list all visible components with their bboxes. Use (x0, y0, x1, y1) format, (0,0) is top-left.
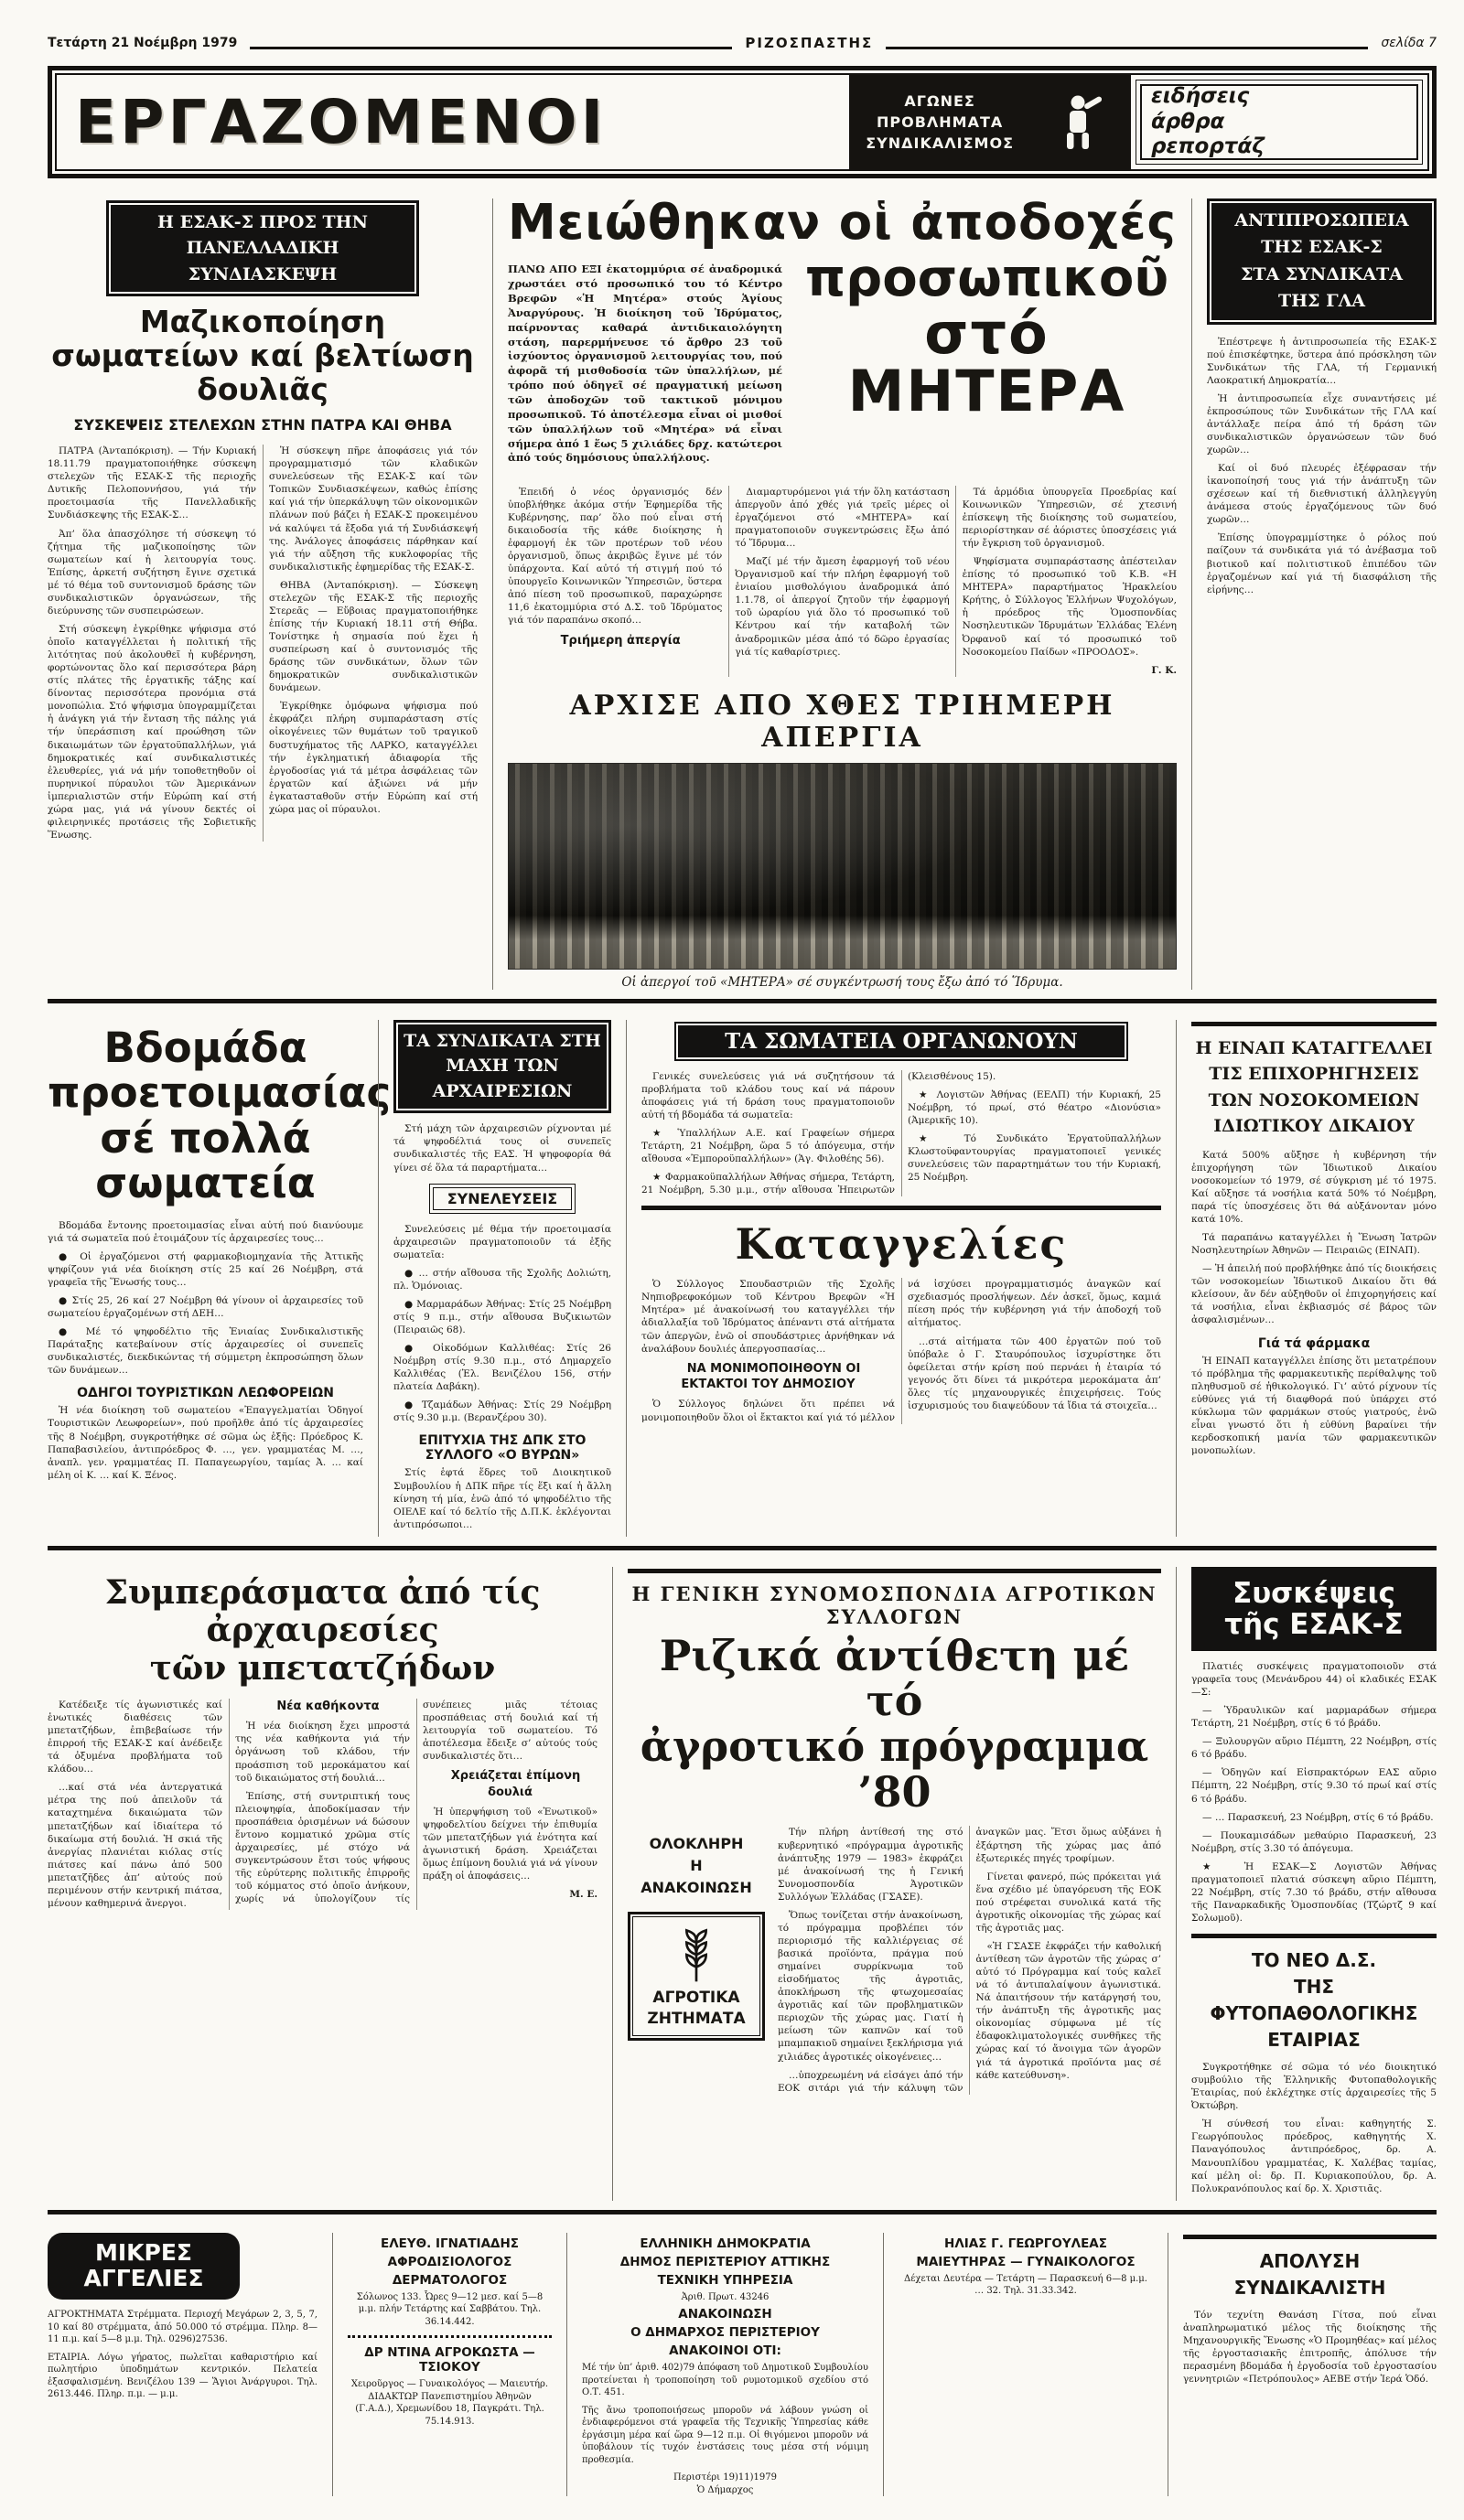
topic-provlimata: ΠΡΟΒΛΗΜΑΤΑ (876, 113, 1004, 131)
agrotiko-kicker: Η ΓΕΝΙΚΗ ΣΥΝΟΜΟΣΠΟΝΔΙΑ ΑΓΡΟΤΙΚΩΝ ΣΥΛΛΟΓΩΝ (631, 1582, 1157, 1628)
phyto-paragraph: Συγκροτήθηκε σέ σῶμα τό νέο διοικητικό συμβούλιο τῆς Ἑλληνικῆς Φυτοπαθολογικῆς Ἑταιρίας, πού ἐκλέχτηκε στίς ἀρχαιρεσίες τῆς 5 Ὀκτώβρη. (1191, 2062, 1437, 2112)
agrotiko-rule (628, 1569, 1161, 1573)
syndikata-kicker-box (393, 1020, 611, 1114)
ektaktoi-paragraph: Ὁ Σύλλογος δηλώνει ὅτι πρέπει νά μονιμοποιηθοῦν ὅλοι οἱ ἔκτακτοι καί γιά τό μέλλον νά ἰσχύσει προγραμματισμός ἀναγκῶν καί σχεδιασμός προσλήψεων. Δέν ἀσκεῖ, ὅμως, καμιά πίεση πρός τήν κυβέρνηση γιά τήν ἀποδοχή τοῦ αἰτήματος. (641, 1279, 1161, 1423)
mitera-paragraph: Ἐπειδή ὁ νέος ὀργανισμός δέν ὑποβλήθηκε ἀκόμα στήν Ἐφημερίδα τῆς Κυβέρνησης, παρ’ ὅλο πού εἶναι στή δικαιοδοσία τῆς κάθε διοίκησης ἡ ἐφαρμογή ἐκ τῶν προτέρων τοῦ νέου ὀργανισμοῦ, ὅπως ἀκριβῶς ἔγινε μέ τόν ὑπάρχοντα. Καί αὐτό τή στιγμή πού τό ὑπουργεῖο Κοινωνικῶν Ὑπηρεσιῶν, ὕστερα ἀπό πίεση τοῦ προσωπικοῦ, παραχώρησε 11,6 ἑκατομμύρια στό Δ.Σ. τοῦ Ἱδρύματος γιά τόν παραπάνω σκοπό… (508, 486, 723, 627)
agrotiko-headline (628, 1630, 1161, 1817)
subtopic-eidiseis: ειδήσεις (1151, 84, 1250, 108)
pharma-paragraph: Ἡ ΕΙΝΑΠ καταγγέλλει ἐπίσης ὅτι μετατρέπουν τό πρόβλημα τῆς φαρμακευτικῆς περίθαλψης τοῦ πληθυσμοῦ σέ ἠθικολογικό. Γι’ αὐτό ρίχνουν τίς εὐθύνες γιά τή διαφθορά πού ὑπάρχει στό κύκλωμα τῶν φαρμάκων στούς γιατρούς, ἐνῶ εἶναι γνωστό ὅτι ἡ εὐθύνη βαραίνει τήν κερδοσκοπική μανία τῶν φαρμακευτικῶν μονοπωλίων. (1191, 1355, 1437, 1456)
esak-kicker-line1: Η ΕΣΑΚ-Σ ΠΡΟΣ ΤΗΝ (157, 211, 368, 232)
apolysi-body (1183, 2309, 1437, 2386)
betatzides-paragraph: Ἡ ὑπερψήφιση τοῦ «Ἑνωτικοῦ» ψηφοδελτίου δείχνει τήν ἐπιθυμία τῶν μπετατζήδων γιά ἑνότητα καί ἀγωνιστική δράση. Χρειάζεται ὅμως ἐπίμονη δουλιά γιά νά γίνουν πράξη οἱ ἀποφάσεις… (423, 1807, 597, 1882)
betatzides-paragraph: Ἐπίσης, στή συντριπτική τους πλειοψηφία, ἀποδοκίμασαν τήν προσπάθεια ὁρισμένων νά δώσουν ἔντονο κομματικό χρῶμα στίς ἀρχαιρεσίες, μέ στόχο νά συγκεντρώσουν ἔτσι τούς ψήφους τῆς εὐρύτερης πολιτικῆς ἐπιρροῆς τοῦ κόμματος στό ὁποῖο ἀνήκουν, χωρίς νά ὑπολογίζουν τίς συνέπειες μιᾶς τέτοιας προσπάθειας στή δουλιά καί τή λειτουργία τοῦ σωματείου. Τό ἀποτέλεσμα ἔδειξε σ’ αὐτούς τούς συνδικαλιστές ὅτι… (235, 1699, 597, 1905)
mitera-paragraph: Ψηφίσματα συμπαράστασης ἀπέστειλαν ἐπίσης τό προσωπικό τοῦ Κ.Β. «Η ΜΗΤΕΡΑ» παραρτήματος Ἡρακλείου Κρήτης, ὁ Σύλλογος Ἑλλήνων Ψυχολόγων, ἡ πρόεδρος τῆς Ὁμοσπονδίας Νοσηλευτικῶν Ἱδρυμάτων Ἑλλάδας Ἑλένη Ὀρφανοῦ καί τό προσωπικό τοῦ Νοσοκομείου Παίδων «ΠΡΟΟΔΟΣ». (962, 556, 1177, 658)
dimos-line: Ο ΔΗΜΑΡΧΟΣ ΠΕΡΙΣΤΕΡΙΟΥ (630, 2325, 820, 2341)
agrotiko-headline-line2: ἀγροτικό πρόγραμμα ’80 (640, 1721, 1149, 1817)
gla-paragraph: Ἐπέστρεψε ἡ ἀντιπροσωπεία τῆς ΕΣΑΚ-Σ πού ἐπισκέφτηκε, ὕστερα ἀπό πρόσκληση τῶν Συνδικάτων τῆς ΓΛΑ, τή Γερμανική Λαοκρατική Δημοκρατία… (1207, 336, 1437, 386)
section-divider (48, 1546, 1437, 1550)
esak-paragraph: Ἐγκρίθηκε ὁμόφωνα ψήφισμα πού ἐκφράζει πλήρη συμπαράσταση στίς οἰκογένειες τῶν θυμάτων τοῦ τραγικοῦ δυστυχήματος τῆς ΛΑΡΚΟ, καταγγέλλει τήν ἐγκληματική ἀδιαφορία τῆς ἐργοδοσίας γιά τά μέτρα ἀσφάλειας τῶν ἐργατῶν καί ἀξιώνει νά μήν ἐγκατασταθοῦν στήν Εὐρώπη καί στή χώρα μας οἱ πύραυλοι. (269, 701, 478, 815)
esak-subhead: ΣΥΣΚΕΨΕΙΣ ΣΤΕΛΕΧΩΝ ΣΤΗΝ ΠΑΤΡΑ ΚΑΙ ΘΗΒΑ (73, 416, 452, 434)
classified-item: ΕΤΑΙΡΙΑ. Λόγω γήρατος, πωλεῖται καθαριστήριο καί πωλητήριο ὑποδημάτων κεντρικόν. Πελατεία ἐξασφαλισμένη. Βενιζέλου 139 — Ἅγιοι Ἀνάργυροι. Τηλ. 2613.446. Πληρ. π.μ. — μ.μ. (48, 2352, 318, 2400)
esak-kicker-box (106, 200, 419, 297)
announce-line: Η (690, 1857, 703, 1875)
agrotiko-paragraph: Γίνεται φανερό, πώς πρόκειται γιά ἕνα σχέδιο μέ ὑπαγόρευση τῆς ΕΟΚ πού στρέφεται συνολικά κατά τῆς ἀγροτικῆς οἰκονομίας τῆς χώρας καί τῆς ἀγροτιᾶς μας. (975, 1871, 1161, 1934)
mitera-body (508, 486, 1177, 677)
agrotika-zitimata-box (628, 1912, 765, 2040)
ntina-ad-name: ΔΡ ΝΤΙΝΑ ΑΓΡΟΚΩΣΤΑ — ΤΣΙΟΚΟΥ (364, 2345, 535, 2375)
ignatiadis-ad-name: ΕΛΕΥΘ. ΙΓΝΑΤΙΑΔΗΣ (381, 2236, 519, 2251)
syskepseis-item: — … Παρασκευή, 23 Νοέμβρη, στίς 6 τό βράδυ. (1202, 1811, 1434, 1823)
vdomada-headline: Βδομάδα προετοιμασίας σέ πολλά σωματεία (48, 1023, 392, 1208)
betatzides-headline (48, 1574, 597, 1688)
section-divider (48, 2210, 1437, 2214)
worker-icon (1048, 89, 1114, 155)
vdomada-paragraph: ● Οἱ ἐργαζόμενοι στή φαρμακοβιομηχανία τῆς Ἀττικῆς ψηφίζουν γιά νέα διοίκηση στίς 25 καί 26 Νοέμβρη, στά γραφεῖα τῆς Ἕνωσής τους… (48, 1250, 363, 1288)
syskepseis-intro: Πλατιές συσκέψεις πραγματοποιοῦν στά γραφεῖα τους (Μενάνδρου 44) οἱ κλαδικές ΕΣΑΚ—Σ: (1191, 1660, 1437, 1699)
georgouleas-ad (883, 2233, 1153, 2497)
pharma-body (1191, 1355, 1437, 1458)
betatzides-paragraph: Ἡ νέα διοίκηση ἔχει μπροστά της νέα καθήκοντα γιά τήν ὀργάνωση τοῦ κλάδου, τήν προάσπιση τοῦ μεροκάματου καί τοῦ δικαιώματος στή δουλιά… (235, 1721, 410, 1784)
esak-paragraph: Στή σύσκεψη ἐγκρίθηκε ψήφισμα στό ὁποῖο καταγγέλλεται ἡ πολιτική τῆς λιτότητας πού ἀκολουθεῖ ἡ κυβέρνηση, φορτώνοντας ὅλο καί περισσότερα βάρη στίς πλάτες τῆς ἐργατικῆς τάξης καί δίνοντας περισσότερα προνόμια στά μονοπώλια. Στό ψήφισμα ὑπογραμμίζεται ἡ ἀνάγκη γιά τήν ἔνταση τῆς πάλης γιά τήν ὑπεράσπιση καί προώθηση τῶν δικαιωμάτων τῶν ἐργατοϋπαλλήλων, γιά δημοκρατικές καί συνδικαλιστικές ἐλευθερίες, γιά νά μήν τοποθετηθοῦν οἱ πυρηνικοί πύραυλοι τῶν Ἀμερικάνων ἰμπεριαλιστῶν στήν Εὐρώπη καί στή χώρα μας, γιά νά γίνουν δεκτές οἱ φιλειρηνικές προτάσεις τῆς Σοβιετικῆς Ἕνωσης. (48, 623, 256, 841)
phyto-head-line: ΤΗΣ ΦΥΤΟΠΑΘΟΛΟΓΙΚΗΣ (1210, 1976, 1418, 2025)
betatzides-headline-line1: Συμπεράσματα ἀπό τίς ἀρχαιρεσίες (104, 1572, 541, 1650)
agrotiko-headline-line1: Ριζικά ἀντίθετη μέ τό (659, 1630, 1130, 1726)
kataggelies-paragraph: Ὁ Σύλλογος Σπουδαστριῶν τῆς Σχολῆς Νηπιοβρεφοκόμων τοῦ Κέντρου Βρεφῶν «Ἡ Μητέρα» μέ ἀνακοίνωσή του καταγγέλλει τήν ἀδιαλλαξία τοῦ Ἱδρύματος ἀπέναντι στά αἰτήματα τῶν ἀπεργῶν, ἐνῶ οἱ σπουδάστριες ἀρνήθηκαν νά ἀναλάβουν δουλιές ἀπεργοσπασίας… (641, 1279, 895, 1355)
classified-item: ΑΓΡΟΚΤΗΜΑΤΑ Στρέμματα. Περιοχή Μεγάρων 2, 3, 5, 7, 10 καί 80 στρέμματα, ἀπό 50.000 τό στρέμμα. Πληρ. 8—11 π.μ. καί 5—8 μ.μ. Τηλ. 0296)27536. (48, 2310, 318, 2345)
mitera-headline-big (797, 248, 1177, 477)
issue-date: Τετάρτη 21 Νοέμβρη 1979 (48, 36, 238, 50)
article-gla-delegation (1191, 198, 1437, 990)
classifieds-column (48, 2233, 318, 2497)
einap-paragraph: — Ἡ ἀπειλή πού προβλήθηκε ἀπό τίς διοικήσεις τῶν νοσοκομείων Ἰδιωτικοῦ Δικαίου ὅτι θά κλείσουν, ἄν δέν αὐξηθοῦν οἱ ἐπιχορηγήσεις καί τά νοσήλια, εἶναι ἐκβιασμός σέ βάρος τῶν ἀσφαλισμένων… (1191, 1263, 1437, 1326)
mitera-subhead: Τριήμερη ἀπεργία (560, 633, 681, 648)
agrotiko-body (778, 1826, 1161, 2094)
apolysi-paragraph: Τόν τεχνίτη Θανάση Γίτσα, πού εἶναι ἀναπληρωματικό μέλος τῆς διοίκησης τῆς Μηχανουργικῆς Ἕνωσης «Ὁ Προμηθέας» καί μέλος τῆς ἐργοστασιακῆς ἐπιτροπῆς, ἀπόλυσε τήν περασμένη βδομάδα ἡ ἐργοδοσία τοῦ ἐργοστασίου γεννητριῶν «Πετρόπουλος» ΑΕΒΕ στήν Ἱερά Ὁδό. (1183, 2309, 1437, 2386)
gla-kicker-box (1207, 198, 1437, 325)
mitera-paragraph: Τά ἁρμόδια ὑπουργεῖα Προεδρίας καί Κοινωνικῶν Ὑπηρεσιῶν, σέ χτεσινή ἐπίσκεψη τῆς διοίκησης τοῦ σωματείου, περιορίστηκαν σέ ἀόριστες ὑποσχέσεις γιά τήν ἔγκριση τοῦ ὀργανισμοῦ. (962, 486, 1177, 550)
gla-paragraph: Ἐπίσης ὑπογραμμίστηκε ὁ ρόλος πού παίζουν τά συνδικάτα γιά τό ἀνέβασμα τοῦ βιοτικοῦ καί πολιτιστικοῦ ἐπιπέδου τῶν ἐργαζομένων καί γιά τή διασφάλιση τῆς εἰρήνης… (1207, 532, 1437, 595)
vdomada-body (48, 1219, 363, 1378)
dimos-line: ΑΝΑΚΟΙΝΩΣΗ (678, 2307, 772, 2322)
syskepseis-box (1191, 1567, 1437, 1651)
gla-box-line: ΣΤΑ ΣΥΝΔΙΚΑΤΑ (1240, 263, 1404, 284)
ektaktoi-subhead: ΝΑ ΜΟΝΙΜΟΠΟΙΗΘΟΥΝ ΟΙ ΕΚΤΑΚΤΟΙ ΤΟΥ ΔΗΜΟΣΙΟΥ (681, 1361, 861, 1392)
einap-paragraph: Τά παραπάνω καταγγέλλει ἡ Ἕνωση Ἰατρῶν Νοσηλευτηρίων Ἀθηνῶν — Πειραιῶς (ΕΙΝΑΠ). (1191, 1232, 1437, 1257)
apolysi-headline (1183, 2248, 1437, 2301)
einap-head-line: Η ΕΙΝΑΠ ΚΑΤΑΓΓΕΛΛΕΙ (1195, 1037, 1433, 1058)
betatzides-body (48, 1699, 597, 1910)
syndikata-paragraph: Στή μάχη τῶν ἀρχαιρεσιῶν ρίχνονται μέ τά ψηφοδέλτιά τους οἱ συνεπεῖς συνδικαλιστές τῆς ΕΑΣ. Ἡ ψηφοφορία θά γίνει σέ ὅλα τά παραρτήματα… (393, 1123, 611, 1174)
masthead: ΡΙΖΟΣΠΑΣΤΗΣ (745, 35, 874, 51)
phyto-head-line: ΕΤΑΙΡΙΑΣ (1267, 2029, 1361, 2052)
synelefseis-item: ● Οἰκοδόμων Καλλιθέας: Στίς 26 Νοέμβρη στίς 9.30 π.μ., στό Δημαρχεῖο Καλλιθέας (Ἐλ. Βενιζέλου 156, στήν πλατεία Δαβάκη). (393, 1343, 611, 1393)
einap-paragraph: Κατά 500% αὔξησε ἡ κυβέρνηση τήν ἐπιχορήγηση τῶν Ἰδιωτικοῦ Δικαίου νοσοκομείων τό 1979, σέ σύγκριση μέ τό 1975. Καί αὔξησε τά νοσήλια κατά 50% τό Νοέμβρη, παρά τίς ὑποσχέσεις ὅτι θά αὐξάνονταν μόνο κατά 10%. (1191, 1149, 1437, 1225)
somateia-banner: ΤΑ ΣΩΜΑΤΕΙΑ ΟΡΓΑΝΩΝΟΥΝ (674, 1022, 1128, 1061)
mikres-line2: ΑΓΓΕΛΙΕΣ (83, 2265, 204, 2292)
einap-body (1191, 1149, 1437, 1327)
georgouleas-name: ΗΛΙΑΣ Γ. ΓΕΩΡΓΟΥΛΕΑΣ (944, 2236, 1107, 2251)
dpk-body (393, 1466, 611, 1530)
page-number: σελίδα 7 (1381, 36, 1437, 50)
esak-body (48, 445, 478, 842)
agrotiko-left-rail (628, 1826, 765, 2094)
mitera-paragraph: Μαζί μέ τήν ἄμεση ἐφαρμογή τοῦ νέου Ὀργανισμοῦ καί τήν πλήρη ἐφαρμογή τοῦ ἑνιαίου μισθολόγιου ἀναδρομικά ἀπό 1.1.78, οἱ ἀπεργοί ζητοῦν τήν ἐφαρμογή τοῦ ὡραρίου γιά ὅλο τό προσωπικό τοῦ Κέντρου καί τήν καταβολή τῶν ἀναδρομικῶν μέσα ἀπό τό δῶρο ἐργασίας γιά τίς καθαρίστριες. (735, 556, 950, 658)
right-rail-lower (1176, 1567, 1437, 2201)
somateia-body (641, 1070, 1161, 1197)
vdomada-paragraph: ● Μέ τό ψηφοδέλτιο τῆς Ἑνιαίας Συνδικαλιστικῆς Παράταξης κατεβαίνουν στίς ἀρχαιρεσίες οἱ συνεπεῖς συνδικαλιστές, διεκδικώντας τή σύμμετρη ἐκπροσώπηση ὅλων τῶν δυνάμεων… (48, 1326, 363, 1377)
einap-headline (1191, 1035, 1437, 1140)
dpk-subhead: ΕΠΙΤΥΧΙΑ ΤΗΣ ΔΠΚ ΣΤΟ ΣΥΛΛΟΓΟ «Ο ΒΥΡΩΝ» (418, 1433, 587, 1464)
pharma-subhead: Γιά τά φάρμακα (1257, 1335, 1371, 1351)
somateia-intro: Γενικές συνελεύσεις γιά νά συζητήσουν τά προβλήματα τοῦ κλάδου τους καί νά πάρουν ἀποφάσεις γιά τή δράση τους πραγματοποιοῦν αὐτή τή βδομάδα τά σωματεῖα: (641, 1070, 895, 1121)
header-rule-right (886, 47, 1368, 49)
worker-illustration (1030, 75, 1131, 169)
somateia-item: ★ Φαρμακοϋπαλλήλων Ἀθήνας σήμερα, Τετάρτη, 21 Νοέμβρη, 5.30 μ.μ., στήν αἴθουσα Ἠπειρωτῶν (Κλεισθένους 15). (641, 1070, 996, 1196)
ntina-ad-info: Χειροῦργος — Γυναικολόγος — Μαιευτήρ. ΔΙΔΑΚΤΩΡ Πανεπιστημίου Ἀθηνῶν (Γ.Α.Δ.), Χρεμωνίδου 18, Παγκράτι. Τηλ. 75.14.913. (350, 2379, 549, 2427)
header-rule-left (250, 47, 732, 49)
synelefseis-body (393, 1223, 611, 1425)
apolysi-head-line1: ΑΠΟΛΥΣΗ (1259, 2249, 1361, 2272)
article-somateia-kataggelies (626, 1020, 1161, 1537)
apolysi-head-line2: ΣΥΝΔΙΚΑΛΙΣΤΗ (1233, 2276, 1386, 2299)
somateia-item: ★ Τό Συνδικάτο Ἐργατοϋπαλλήλων Κλωστοϋφαντουργίας πραγματοποιεῖ γενικές συνελεύσεις τῶν παραρτημάτων του τήν Κυριακή, 25 Νοέμβρη. (908, 1132, 1161, 1184)
section-subtopics (1136, 80, 1423, 165)
gla-body (1207, 336, 1437, 596)
mitera-paragraph: Διαμαρτυρόμενοι γιά τήν ὅλη κατάσταση ἀπεργοῦν ἀπό χθές γιά τρεῖς μέρες οἱ ἐργαζόμενοι στό «ΜΗΤΕΡΑ» καί πραγματοποιοῦν συγκεντρώσεις ἔξω ἀπό τό Ἵδρυμα… (735, 486, 950, 550)
article-apolysi (1168, 2233, 1437, 2497)
esak-kicker-line2: ΠΑΝΕΛΛΑΔΙΚΗ ΣΥΝΔΙΑΣΚΕΨΗ (186, 238, 339, 284)
dimos-paragraph: Τῆς ἄνω τροποποιήσεως μποροῦν νά λάβουν γνώση οἱ ἐνδιαφερόμενοι στά γραφεῖα τῆς Τεχνικῆς Ὑπηρεσίας κάθε ἐργάσιμη μέρα καί ὥρα 9—12 π.μ. Οἱ θιγόμενοι μποροῦν νά ὑποβάλουν τίς τυχόν ἐνστάσεις τους μέσα στή νόμιμη προθεσμία. (582, 2405, 868, 2465)
mitera-byline: Γ. Κ. (1151, 664, 1177, 676)
syskepseis-box-line2: τῆς ΕΣΑΚ-Σ (1224, 1607, 1404, 1641)
gla-box-line: ΑΝΤΙΠΡΟΣΩΠΕΙΑ (1234, 209, 1409, 231)
mitera-headline-top: Μειώθηκαν οἱ ἀποδοχές (508, 194, 1177, 251)
synelefseis-item: ● Μαρμαράδων Ἀθήνας: Στίς 25 Νοέμβρη στίς 9 π.μ., στήν αἴθουσα Βυζικιωτῶν (Πειραιῶς 68). (393, 1298, 611, 1336)
mikres-aggelies-badge (48, 2233, 240, 2300)
article-archairesies (378, 1020, 611, 1537)
mitera-headline-mid: προσωπικοῦ (804, 248, 1169, 308)
synelefseis-label: ΣΥΝΕΛΕΥΣΕΙΣ (429, 1184, 576, 1214)
page-header (48, 35, 1437, 51)
einap-rule (1191, 1022, 1437, 1026)
article-agrotiko (612, 1567, 1161, 2201)
kataggelies-paragraph: …στά αἰτήματα τῶν 400 ἐργατῶν πού τοῦ ὑπόβαλε ὁ Γ. Σταυρόπουλος ἰσχυρίστηκε ὅτι ὀφείλεται στήν κρίση πού περνάει ἡ ἑταιρία τό γεγονός ὅτι δίνει τά μικρότερα μεροκάματα ἀπ’ ὅλες τίς μηχανουργικές ἐπιχειρήσεις. Τούς ἰσχυρισμούς του διαψεύδουν τά ἴδια τά στοιχεῖα… (908, 1335, 1161, 1411)
dimos-line: ΕΛΛΗΝΙΚΗ ΔΗΜΟΚΡΑΤΙΑ (640, 2236, 811, 2251)
announce-line: ΑΝΑΚΟΙΝΩΣΗ (640, 1879, 752, 1897)
betatzides-subhead2: Χρειάζεται ἐπίμονη δουλιά (450, 1769, 581, 1799)
syskepseis-item: — Ὁδηγῶν καί Εἰσπρακτόρων ΕΑΣ αὔριο Πέμπτη, 22 Νοέμβρη, στίς 9.30 τό πρωί καί στίς 6 τό βράδυ. (1191, 1767, 1437, 1805)
syskepseis-item: — Πουκαμισάδων μεθαύριο Παρασκευή, 23 Νοέμβρη, στίς 3.30 τό ἀπόγευμα. (1191, 1829, 1437, 1854)
section-topics (849, 75, 1030, 169)
agrotika-label-line1: ΑΓΡΟΤΙΚΑ (652, 1989, 740, 2008)
section-title: ΕΡΓΑΖΟΜΕΝΟΙ (75, 86, 608, 157)
syndikata-box-line2: ΜΑΧΗ ΤΩΝ ΑΡΧΑΙΡΕΣΙΩΝ (432, 1056, 573, 1101)
esak-headline: Μαζικοποίηση σωματείων καί βελτίωση δουλιᾶς (51, 304, 474, 408)
synelefseis-item: ● Τζαμάδων Ἀθήνας: Στίς 29 Νοέμβρη στίς 9.30 μ.μ. (Βερανζέρου 30). (393, 1399, 611, 1424)
georgouleas-spec: ΜΑΙΕΥΤΗΡΑΣ — ΓΥΝΑΙΚΟΛΟΓΟΣ (916, 2254, 1136, 2269)
betatzides-subhead1: Νέα καθήκοντα (276, 1699, 380, 1713)
gla-paragraph: Καί οἱ δυό πλευρές ἐξέφρασαν τήν ἱκανοποίησή τους γιά τήν ἀνάπτυξη τῶν σχέσεων καί τή διεθνιστική ἀλληλεγγύη ἀνάμεσα στούς ἐργαζόμενους τῶν δυό χωρῶν… (1207, 463, 1437, 526)
synelefseis-item: ● … στήν αἴθουσα τῆς Σχολῆς Δολιώτη, πλ. Ὁμόνοιας. (393, 1267, 611, 1292)
betatzides-byline: Μ. Ε. (569, 1889, 597, 1901)
esak-paragraph: Ἀπ’ ὅλα ἀπασχόλησε τή σύσκεψη τό ζήτημα τῆς μαζικοποίησης τῶν σωματείων καί ἡ λειτουργία τους. Ἐπίσης, ἀρκετή συζήτηση ἔγινε σχετικά μέ τό θέμα τοῦ συντονισμοῦ δράσης τῶν συνδικαλιστικῶν ὀργανώσεων, τῆς διεύρυνσης τῶν συσπειρώσεων. (48, 528, 256, 617)
vdomada-paragraph: ● Στίς 25, 26 καί 27 Νοέμβρη θά γίνουν οἱ ἀρχαιρεσίες τοῦ σωματείου ἐργαζομένων στή ΔΕΗ… (48, 1295, 363, 1320)
esak-paragraph: ΠΑΤΡΑ (Ἀνταπόκριση). — Τήν Κυριακή 18.11.79 πραγματοποιήθηκε σύσκεψη στελεχῶν τῆς ΕΣΑΚ-Σ τῆς περιοχῆς Δυτικῆς Πελοποννήσου, γιά τήν προετοιμασία τῆς Πανελλαδικῆς Συνδιάσκεψης τῆς ΕΣΑΚ-Σ… (48, 445, 256, 521)
phyto-head-line: ΤΟ ΝΕΟ Δ.Σ. (1251, 1949, 1377, 1972)
topic-syndikalismos: ΣΥΝΔΙΚΑΛΙΣΜΟΣ (866, 134, 1014, 152)
syndikata-body (393, 1122, 611, 1174)
gla-paragraph: Ἡ ἀντιπροσωπεία εἶχε συναντήσεις μέ ἐκπροσώπους τῶν Συνδικάτων τῆς ΓΛΑ καί ἀντάλλαξε πείρα ἀπό τή δράση τῶν συνδικαλιστικῶν ὀργανώσεων τῶν δυό χωρῶν… (1207, 392, 1437, 456)
kataggelies-rule (641, 1206, 1161, 1210)
ignatiadis-ad-info: Σόλωνος 133. Ὧρες 9—12 μεσ. καί 5—8 μ.μ. πλήν Τετάρτης καί Σαββάτου. Τηλ. 36.14.442. (356, 2291, 544, 2327)
einap-head-line: ΤΙΣ ΕΠΙΧΟΡΗΓΗΣΕΙΣ (1209, 1064, 1419, 1085)
mikres-line1: ΜΙΚΡΕΣ (94, 2238, 193, 2266)
synelefseis-intro: Συνελεύσεις μέ θέμα τήν προετοιμασία ἀρχαιρεσιῶν πραγματοποιοῦν τά ἑξῆς σωματεῖα: (393, 1223, 611, 1260)
article-betatzides (48, 1567, 597, 2201)
municipality-notice (566, 2233, 868, 2497)
georgouleas-info1: Δέχεται Δευτέρα — Τετάρτη — Παρασκευή 6—8 μ.μ. (904, 2273, 1147, 2284)
syskepseis-box-line1: Συσκέψεις (1233, 1576, 1395, 1610)
ad-separator (348, 2335, 552, 2338)
apolysi-rule (1183, 2235, 1437, 2239)
syskepseis-item: ★ Ἡ ΕΣΑΚ—Σ Λογιστῶν Ἀθήνας πραγματοποιεῖ πλατιά σύσκεψη αὔριο Πέμπτη, 22 Νοέμβρη, στίς 7.30 τό βράδυ, στήν αἴθουσα τῆς Παναρκαδικῆς Ὁμοσπονδίας (Τζώρτζ 9 καί Σολωμοῦ). (1191, 1861, 1437, 1925)
betatzides-headline-line2: τῶν μπετατζήδων (149, 1648, 496, 1688)
ignatiadis-ad-spec2: ΔΕΡΜΑΤΟΛΟΓΟΣ (392, 2272, 508, 2288)
gla-box-line: ΤΗΣ ΓΛΑ (1277, 291, 1366, 312)
section-banner (48, 66, 1437, 178)
betatzides-paragraph: …καί στά νέα ἀντεργατικά μέτρα της πού ἀπειλοῦν τά καταχτημένα δικαιώματα τῶν μπετατζήδων καί ἰδιαίτερα τό δικαίωμα στή δουλιά. Ἡ σκιά τῆς ἀνεργίας πλανιέται κιόλας στίς πιάτσες καί πάνω ἀπό 500 μπετατζῆδες ἀπ’ αὐτούς πού περιμένουν στήν κεντρική πιάτσα, μένουν καθημερινά ἄνεργοι. (48, 1782, 222, 1909)
syskepseis-item: — Ὑδραυλικῶν καί μαρμαράδων σήμερα Τετάρτη, 21 Νοέμβρη, στίς 6 τό βράδυ. (1191, 1705, 1437, 1730)
dimos-line: ΔΗΜΟΣ ΠΕΡΙΣΤΕΡΙΟΥ ΑΤΤΙΚΗΣ (619, 2254, 831, 2269)
phyto-rule (1191, 1934, 1437, 1938)
agrotiko-paragraph: …ὑποχρεωμένη νά εἰσάγει ἀπό τήν ΕΟΚ σιτάρι γιά τήν κάλυψη τῶν ἀναγκῶν μας. Ἔτσι ὅμως αὐξάνει ἡ ἐξάρτηση τῆς χώρας μας ἀπό ἐξωτερικές πηγές τροφίμων. (778, 1827, 1161, 2094)
agrotiko-paragraph: Τήν πλήρη ἀντίθεσή της στό κυβερνητικό «πρόγραμμα ἀγροτικῆς ἀνάπτυξης 1979 — 1983» ἐκφράζει μέ ἀνακοίνωσή της ἡ Γενική Συνομοσπονδία Ἀγροτικῶν Συλλόγων Ἑλλάδας (ΓΣΑΣΕ). (778, 1827, 963, 1903)
esak-paragraph: ΘΗΒΑ (Ἀνταπόκριση). — Σύσκεψη στελεχῶν τῆς ΕΣΑΚ-Σ τῆς περιοχῆς Στερεᾶς — Εὔβοιας πραγματοποιήθηκε ἐπίσης τήν Κυριακή 18.11 στή Θήβα. Τονίστηκε ἡ σημασία πού ἔχει ἡ συσπείρωση καί ὁ συντονισμός τῆς δράσης τῶν συνδικάτων, ὅλων τῶν δημοκρατικῶν συνδικαλιστικῶν δυνάμεων. (269, 579, 478, 694)
dimos-line: ΤΕΧΝΙΚΗ ΥΠΗΡΕΣΙΑ (657, 2272, 793, 2288)
dimos-signature: Ὁ Δήμαρχος (696, 2484, 754, 2495)
dimos-line: ΑΝΑΚΟΙΝΟΙ ΟΤΙ: (669, 2343, 781, 2359)
kataggelies-headline: Καταγγελίες (735, 1219, 1068, 1270)
mitera-headline-bottom: στό ΜΗΤΕΡΑ (847, 299, 1126, 425)
strike-photo (508, 763, 1177, 970)
wheat-icon (671, 1925, 722, 1984)
somateia-item: ★ Ὑπαλλήλων Α.Ε. καί Γραφείων σήμερα Τετάρτη, 21 Νοέμβρη, ὥρα 5 τό ἀπόγευμα, στήν αἴθουσα «Ἐμποροϋπαλλήλων» (Ἁγ. Φιλοθέης 56). (641, 1127, 895, 1165)
esak-paragraph: Ἡ σύσκεψη πῆρε ἀποφάσεις γιά τόν προγραμματισμό τῶν κλαδικῶν συνελεύσεων τῆς ΕΣΑΚ-Σ καί τῶν Τοπικῶν Συνδιασκέψεων, καθώς ἐπίσης καί γιά τήν ὑπερκάλυψη τῶν οἰκονομικῶν πλάνων πού βάζει ἡ ΕΣΑΚ-Σ προκειμένου νά καλύψει τά ἔξοδα γιά τή Συνδιάσκεψή της. Ἀνάλογες ἀποφάσεις πάρθηκαν καί γιά τήν αὔξηση τῆς κυκλοφορίας τῆς συνδικαλιστικῆς ἐφημερίδας τῆς ΕΣΑΚ-Σ. (269, 445, 478, 573)
agrotiko-paragraph: Ὅπως τονίζεται στήν ἀνακοίνωση, τό πρόγραμμα προβλέπει τόν περιορισμό τῆς καλλιέργειας σέ βασικά προϊόντα, πράγμα πού σημαίνει συρρίκνωμα τοῦ εἰσοδήματος τῆς ἀγροτιᾶς, ἀποκλήρωση τῆς φτωχομεσαίας ἀγροτιᾶς καί τῶν προβληματικῶν περιοχῶν τῆς χώρας μας. Γιατί ἡ μείωση τῶν καπνῶν καί τοῦ μπαμπακιοῦ σημαίνει ξεκλήρισμα γιά χιλιάδες ἀγροτικές οἰκογένειες… (778, 1909, 963, 2063)
agrotiko-paragraph: «Ἡ ΓΣΑΣΕ ἐκφράζει τήν καθολική ἀντίθεση τῶν ἀγροτῶν τῆς χώρας σ’ αὐτό τό Πρόγραμμα καί τούς καλεῖ νά τό ἀντιπαλαίψουν ἀγωνιστικά. Νά ἀπαιτήσουν τήν κατάργησή του, τήν ἀνάπτυξη τῆς ἀγροτικῆς μας οἰκονομίας σύμφωνα μέ τίς ἐδαφοκλιματολογικές συνθῆκες τῆς χώρας καί τό ἄνοιγμα τῶν ἀγορῶν γιά τά ἀγροτικά προϊόντα μας σέ κάθε κατεύθυνση». (975, 1940, 1161, 2081)
odigoi-body (48, 1404, 363, 1481)
article-esak-conference (48, 198, 478, 990)
somateia-item: ★ Λογιστῶν Ἀθήνας (ΕΕΛΠ) τήν Κυριακή, 25 Νοέμβρη, τό πρωί, στό θέατρο «Διονύσια» (Ἀμερικῆς 10). (908, 1088, 1161, 1126)
classified-listings (48, 2309, 318, 2401)
section-divider (48, 999, 1437, 1003)
dimos-date: Περιστέρι 19)11)1979 (673, 2472, 777, 2483)
topic-agones: ΑΓΩΝΕΣ (904, 91, 975, 110)
einap-head-line: ΙΔΙΩΤΙΚΟΥ ΔΙΚΑΙΟΥ (1213, 1116, 1415, 1137)
betatzides-paragraph: Κατέδειξε τίς ἀγωνιστικές καί ἑνωτικές διαθέσεις τῶν μπετατζήδων, ἐπιβεβαίωσε τήν ἐπιρροή τῆς ΕΣΑΚ-Σ καί ἀνέδειξε τά ὀξυμένα προβλήματα τοῦ κλάδου… (48, 1699, 222, 1775)
article-mitera (492, 194, 1177, 990)
syskepseis-item: — Ξυλουργῶν αὔριο Πέμπτη, 22 Νοέμβρη, στίς 6 τό βράδυ. (1191, 1736, 1437, 1761)
announce-line: ΟΛΟΚΛΗΡΗ (649, 1835, 744, 1853)
strike-photo-caption: Οἱ ἀπεργοί τοῦ «ΜΗΤΕΡΑ» σέ συγκέντρωσή τους ἔξω ἀπό τό Ἵδρυμα. (621, 974, 1063, 990)
ignatiadis-ad-spec1: ΑΦΡΟΔΙΣΙΟΛΟΓΟΣ (387, 2254, 512, 2269)
dpk-paragraph: Στίς ἑφτά ἕδρες τοῦ Διοικητικοῦ Συμβουλίου ἡ ΔΠΚ πῆρε τίς ἕξι καί ἡ ἄλλη κίνηση τή μία, ἐνῶ ἀπό τό ψηφοδέλτιο τῆς ΟΙΕΛΕ καί τό δελτίο τῆς Δ.Π.Κ. ἐκλέγονται ἀντιπρόσωποι… (393, 1467, 611, 1530)
dimos-paragraph: Μέ τήν ὑπ’ ἀριθ. 402)79 ἀπόφαση τοῦ Δημοτικοῦ Συμβουλίου προτείνεται ἡ τροποποίηση τοῦ ρυμοτομικοῦ σχεδίου στό Ο.Τ. 451. (582, 2363, 868, 2398)
article-einap (1176, 1020, 1437, 1537)
dimos-protocol: Ἀριθ. Πρωτ. 43246 (681, 2291, 770, 2302)
einap-head-line: ΤΩΝ ΝΟΣΟΚΟΜΕΙΩΝ (1208, 1089, 1420, 1110)
georgouleas-info2: … 32. Τηλ. 31.33.342. (974, 2286, 1077, 2297)
phyto-paragraph: Ἡ σύνθεσή του εἶναι: καθηγητής Σ. Γεωργόπουλος πρόεδρος, καθηγητής Χ. Παναγόπουλος ἀντιπρόεδρος, δρ. Α. Μανουπλίδου γραμματέας, Κ. Χαλέβας ταμίας, καί μέλη οἱ: δρ. Π. Κυριακοπούλου, δρ. Α. Πολυκρανόπουλος καί δρ. Χ. Χριστιᾶς. (1191, 2118, 1437, 2194)
agrotika-label-line2: ΖΗΤΗΜΑΤΑ (647, 2009, 746, 2028)
syndikata-box-line1: ΤΑ ΣΥΝΔΙΚΑΤΑ ΣΤΗ (404, 1030, 601, 1051)
odigoi-subhead: ΟΔΗΓΟΙ ΤΟΥΡΙΣΤΙΚΩΝ ΛΕΩΦΟΡΕΙΩΝ (77, 1386, 334, 1401)
subtopic-reportaz: ρεπορτάζ (1151, 134, 1265, 159)
subtopic-arthra: άρθρα (1151, 109, 1225, 134)
article-vdomada (48, 1020, 392, 1537)
doctor-ads-column (332, 2233, 552, 2497)
phyto-body (1191, 2061, 1437, 2195)
announce-label (628, 1833, 765, 1899)
dimos-body (582, 2362, 868, 2466)
gla-box-line: ΤΗΣ ΕΣΑΚ-Σ (1261, 237, 1383, 258)
strike-headline: ΑΡΧΙΣΕ ΑΠΟ ΧΘΕΣ ΤΡΙΗΜΕΡΗ ΑΠΕΡΓΙΑ (569, 689, 1115, 754)
mitera-lead: ΠΑΝΩ ΑΠΟ ΕΞΙ ἑκατομμύρια σέ ἀναδρομικά χρωστάει στό προσωπικό του τό Κέντρο Βρεφῶν «Ἡ Μητέρα» στούς Ἁγίους Ἀναργύρους. Ἡ διοίκηση τοῦ Ἱδρύματος, παίρνοντας καθαρά ἀντιδικαιολόγητη στάση, παρερμήνευσε τό ἄρθρο 23 τοῦ ἰσχύοντος ὀργανισμοῦ λειτουργίας του, πού ἀφορᾶ τή μισθοδοσία τῶν ὑπαλλήλων, μέ τρόπο πού ὁδηγεῖ σέ πραγματική μείωση τῶν ἀποδοχῶν τοῦ τακτικοῦ μόνιμου προσωπικοῦ. Τό ἀποτέλεσμα εἶναι οἱ μισθοί τῶν ὑπαλλήλων τοῦ «Μητέρα» νά εἶναι σήμερα ἀπό 1 ἕως 5 χιλιάδες δρχ. κατώτεροι ἀπό τούς δημόσιους ὑπαλλήλους. (508, 263, 782, 465)
kataggelies-body (641, 1278, 1161, 1423)
odigoi-paragraph: Ἡ νέα διοίκηση τοῦ σωματείου «Ἐπαγγελματίαι Ὁδηγοί Τουριστικῶν Λεωφορείων», πού προῆλθε ἀπό τίς ἀρχαιρεσίες τῆς 8 Νοέμβρη, συγκροτήθηκε σέ σῶμα ὡς ἑξῆς: Πρόεδρος Κ. Παπαβασιλείου, ἀντιπρόεδρος Φ. …, γεν. γραμματέας Μ. …, ἀναπλ. γεν. γραμματέας Π. Παπαγεωργίου, ταμίας Ἀ. … καί μέλη οἱ Κ. … καί Κ. Ξένος. (48, 1405, 363, 1481)
syskepseis-body (1191, 1660, 1437, 1925)
phyto-headline (1191, 1947, 1437, 2054)
vdomada-paragraph: Βδομάδα ἔντονης προετοιμασίας εἶναι αὐτή πού διανύουμε γιά τά σωματεῖα πού ἑτοιμάζουν τίς ἀρχαιρεσίες τους… (48, 1219, 363, 1244)
